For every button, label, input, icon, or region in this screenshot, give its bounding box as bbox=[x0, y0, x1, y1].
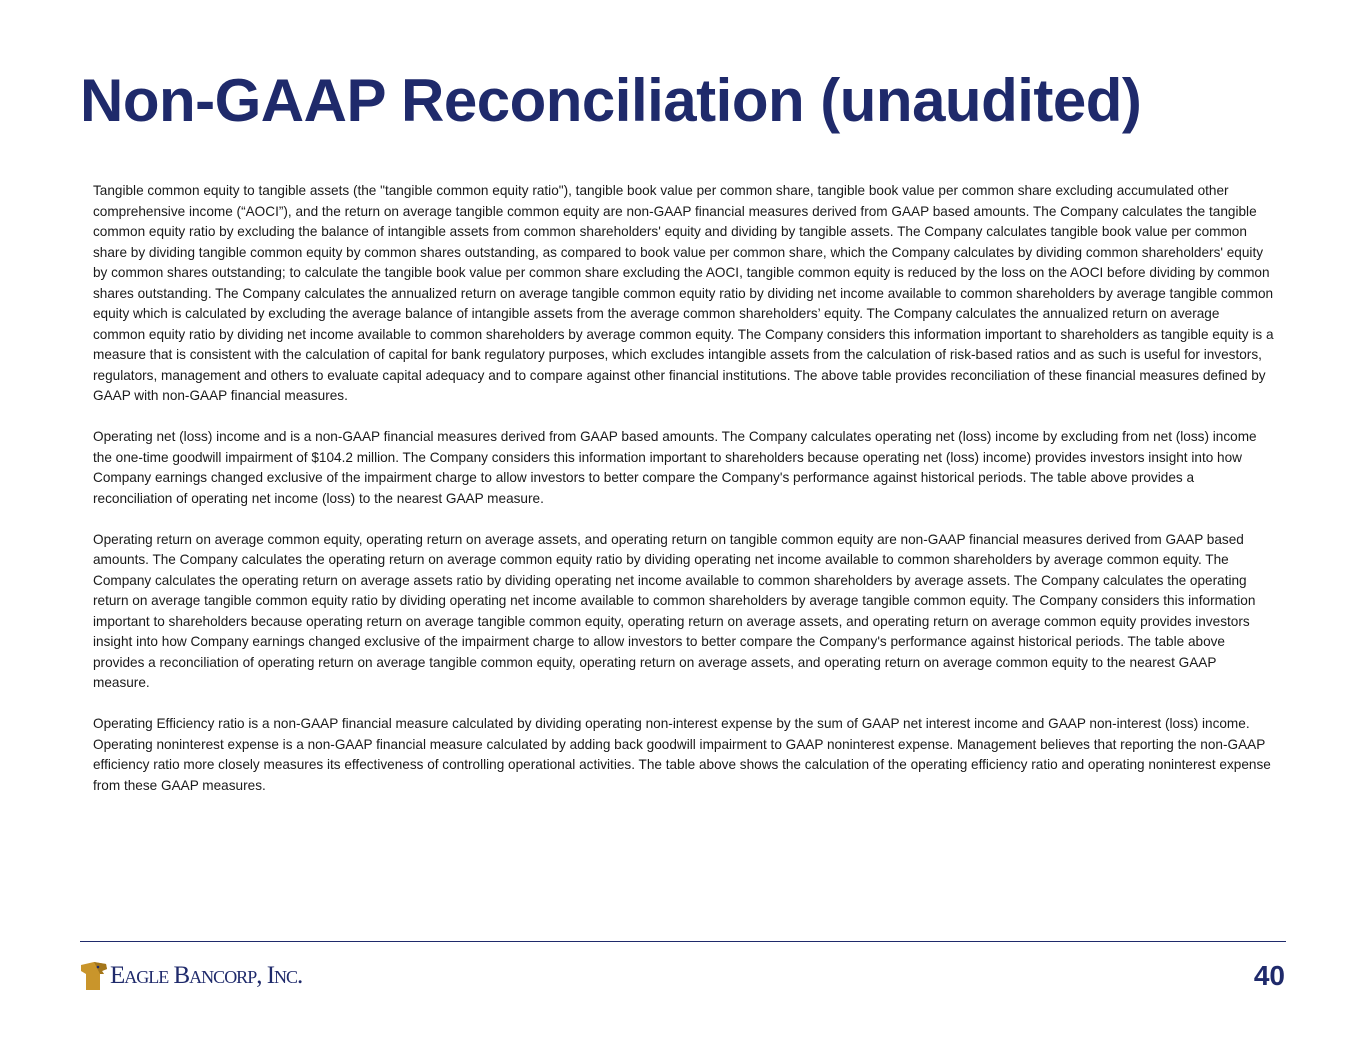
paragraph-operating-net-income: Operating net (loss) income and is a non-GAAP financial measures derived from GAAP based amounts. The Company calculates operating net (loss) income by excluding from net (loss) income the one-time goodwill impairment of $104.2 million. The Company considers this information important to shareholders because operating net (loss) income) provides investors insight into how Company earnings changed exclusive of the impairment charge to allow investors to better compare the Company's performance against historical periods. The table above provides a reconciliation of operating net income (loss) to the nearest GAAP measure. bbox=[93, 429, 1257, 506]
footer-divider bbox=[80, 941, 1286, 942]
paragraph-tangible-equity: Tangible common equity to tangible assets (the "tangible common equity ratio"), tangible book value per common share, tangible book value per common share excluding accumulated other comprehensive income (“AOCI”), and the return on average tangible common equity are non-GAAP financial measures derived from GAAP based amounts. The Company calculates the tangible common equity ratio by excluding the balance of intangible assets from common shareholders' equity and dividing by tangible assets. The Company calculates tangible book value per common share by dividing tangible common equity by common shares outstanding, as compared to book value per common share, which the Company calculates by dividing common shareholders' equity by common shares outstanding; to calculate the tangible book value per common share excluding the AOCI, tangible common equity is reduced by the loss on the AOCI before dividing by common shares outstanding. The Company calculates the annualized return on average tangible common equity ratio by dividing net income available to common shareholders by average tangible common equity which is calculated by excluding the average balance of intangible assets from the average common shareholders’ equity. The Company calculates the annualized return on average common equity ratio by dividing net income available to common shareholders by average common equity. The Company considers this information important to shareholders as tangible equity is a measure that is consistent with the calculation of capital for bank regulatory purposes, which excludes intangible assets from the calculation of risk-based ratios and as such is useful for investors, regulators, management and others to evaluate capital adequacy and to compare against other financial institutions. The above table provides reconciliation of these financial measures defined by GAAP with non-GAAP financial measures. bbox=[93, 183, 1274, 403]
company-logo bbox=[80, 960, 302, 992]
page-number: 40 bbox=[1253, 960, 1285, 991]
logo-text: Eagle Bancorp, Inc. bbox=[110, 962, 303, 989]
paragraph-operating-efficiency: Operating Efficiency ratio is a non-GAAP financial measure calculated by dividing operating non-interest expense by the sum of GAAP net interest income and GAAP non-interest (loss) income. Operating noninterest expense is a non-GAAP financial measure calculated by adding back goodwill impairment to GAAP noninterest expense. Management believes that reporting the non-GAAP efficiency ratio more closely measures its effectiveness of controlling operational activities. The table above shows the calculation of the operating efficiency ratio and operating noninterest expense from these GAAP measures. bbox=[93, 716, 1271, 793]
body-text bbox=[93, 181, 1275, 817]
eagle-head-icon bbox=[80, 961, 108, 991]
paragraph-operating-returns: Operating return on average common equity, operating return on average assets, and operating return on tangible common equity are non-GAAP financial measures derived from GAAP based amounts. The Company calculates the operating return on average common equity ratio by dividing operating net income available to common shareholders by average common equity. The Company calculates the operating return on average assets ratio by dividing operating net income available to common shareholders by average assets. The Company calculates the operating return on average tangible common equity ratio by dividing operating net income available to common shareholders by average tangible common equity. The Company considers this information important to shareholders because operating return on average tangible common equity, operating return on average assets, and operating return on average common equity provides investors insight into how Company earnings changed exclusive of the impairment charge to allow investors to better compare the Company's performance against historical periods. The table above provides a reconciliation of operating return on average tangible common equity, operating return on average assets, and operating return on average common equity to the nearest GAAP measure. bbox=[93, 531, 1256, 690]
page-title: Non-GAAP Reconciliation (unaudited) bbox=[80, 67, 1142, 134]
